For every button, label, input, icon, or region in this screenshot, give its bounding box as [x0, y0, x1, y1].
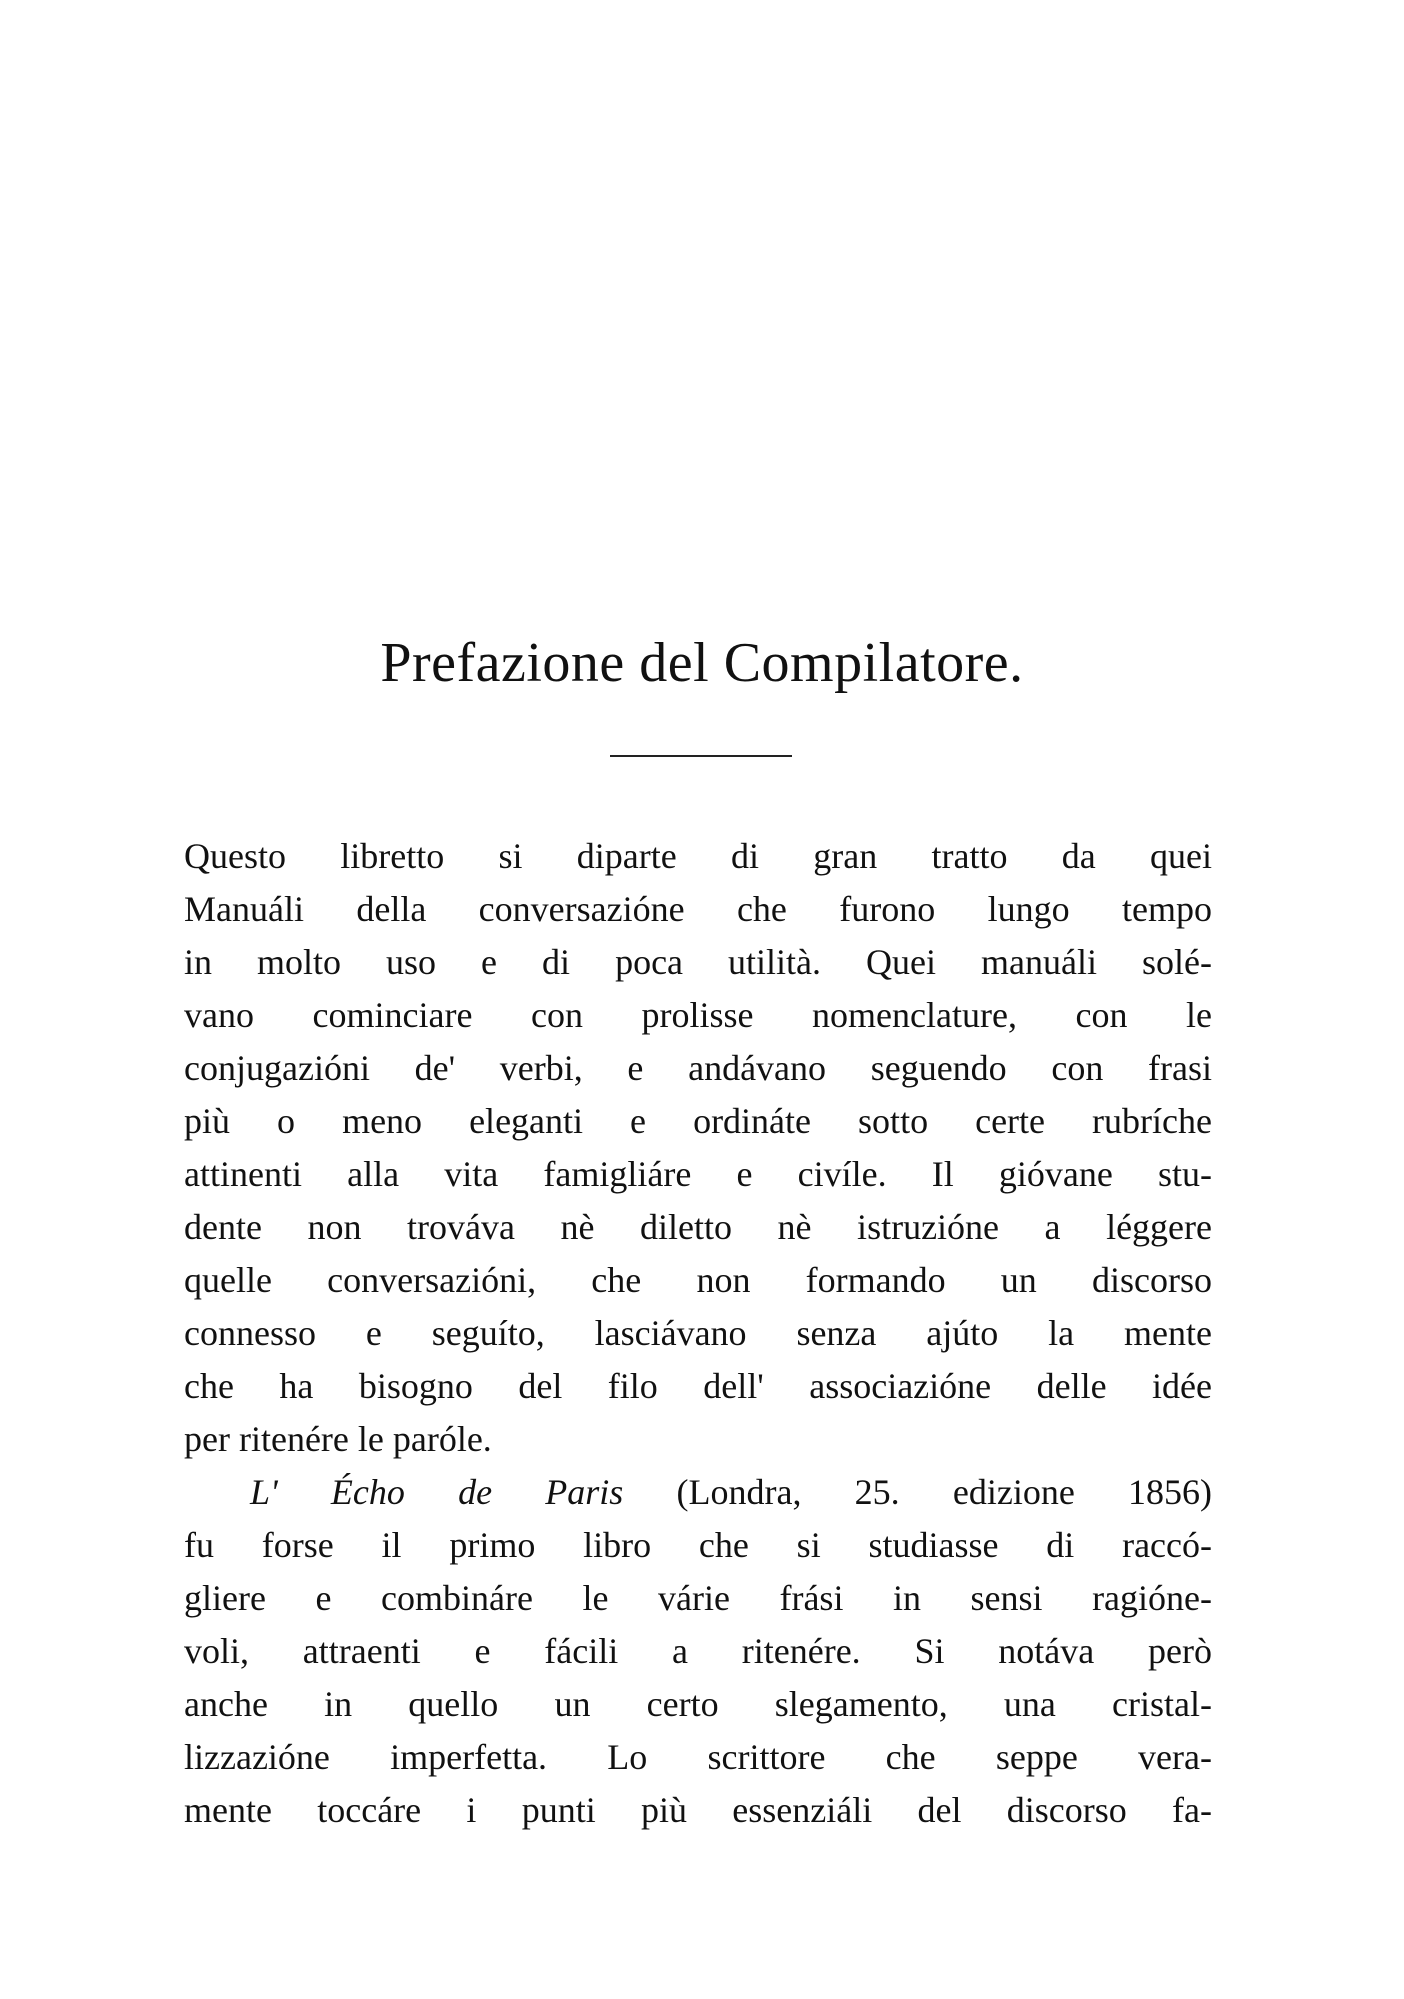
preface-body: [184, 830, 1212, 1837]
title-divider: [610, 755, 792, 757]
page-title: Prefazione del Compilatore.: [380, 632, 1024, 694]
text-line: che ha bisogno del filo dell' associazióne delle idée: [184, 1366, 1212, 1406]
text-line: quelle conversazióni, che non formando un discorso: [184, 1260, 1212, 1300]
text-line: gliere e combináre le várie frási in sensi ragióne-: [184, 1578, 1212, 1618]
paragraph-2: [184, 1466, 1212, 1837]
text-line-first: [184, 1466, 1212, 1519]
text-line: conjugazióni de' verbi, e andávano seguendo con frasi: [184, 1048, 1212, 1088]
text-line: Manuáli della conversazióne che furono lungo tempo: [184, 889, 1212, 929]
book-title: L' Écho de Paris: [250, 1472, 624, 1512]
text-line: attinenti alla vita famigliáre e civíle. Il gióvane stu-: [184, 1154, 1212, 1194]
text-line: in molto uso e di poca utilità. Quei manuáli solé-: [184, 942, 1212, 982]
text-line: anche in quello un certo slegamento, una cristal-: [184, 1684, 1212, 1724]
text-line: mente toccáre i punti più essenziáli del discorso fa-: [184, 1790, 1212, 1830]
text-line: più o meno eleganti e ordináte sotto certe rubríche: [184, 1101, 1212, 1141]
text-line: dente non trováva nè diletto nè istruzióne a léggere: [184, 1207, 1212, 1247]
text-line: Questo libretto si diparte di gran tratto da quei: [184, 836, 1212, 876]
publication-info: (Londra, 25. edizione 1856): [676, 1472, 1213, 1512]
text-line: voli, attraenti e fácili a ritenére. Si notáva però: [184, 1631, 1212, 1671]
text-line: fu forse il primo libro che si studiasse di raccó-: [184, 1525, 1212, 1565]
text-line: vano cominciare con prolisse nomenclature, con le: [184, 995, 1212, 1035]
paragraph-1: [184, 830, 1212, 1466]
text-line: lizzazióne imperfetta. Lo scrittore che seppe vera-: [184, 1737, 1212, 1777]
text-line: per ritenére le paróle.: [184, 1419, 492, 1459]
text-line: connesso e seguíto, lasciávano senza ajúto la mente: [184, 1313, 1212, 1353]
